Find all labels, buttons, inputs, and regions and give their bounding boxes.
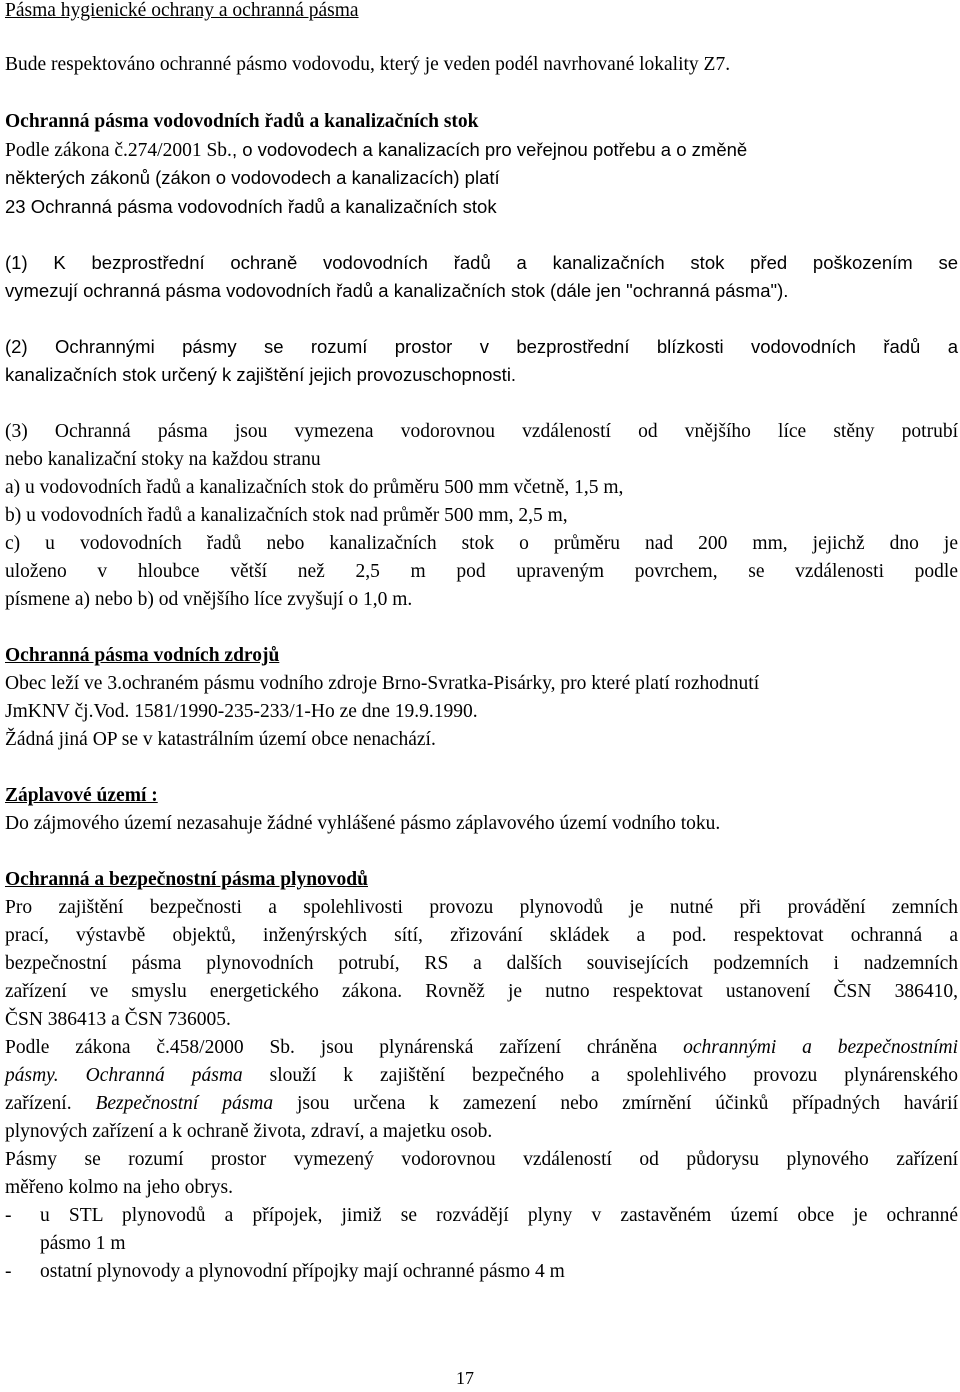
bullet2-line1: ostatní plynovody a plynovodní přípojky mají ochranné pásmo 4 m: [40, 1261, 565, 1282]
sources-line2: JmKNV čj.Vod. 1581/1990-235-233/1-Ho ze dne 19.9.1990.: [5, 701, 478, 722]
para3-item-c-line3: písmene a) nebo b) od vnějšího líce zvyšují o 1,0 m.: [5, 589, 413, 610]
gas-line5: ČSN 386413 a ČSN 736005.: [5, 1009, 231, 1030]
sources-line1: Obec leží ve 3.ochraném pásmu vodního zdroje Brno-Svratka-Pisárky, pro které platí rozhodnutí: [5, 673, 760, 694]
gas-line7-text: slouží k zajištění bezpečného a spolehlivého provozu plynárenského: [242, 1065, 959, 1086]
law-line-1: [5, 136, 958, 165]
gas-line7-space: [59, 1065, 86, 1086]
gas-line3: bezpečnostní pásma plynovodních potrubí, RS a dalších souvisejících podzemních i nadzemních: [5, 953, 958, 974]
heading-hygiene: Pásma hygienické ochrany a ochranná pásma: [5, 0, 359, 21]
law-line-3: 23 Ochranná pásma vodovodních řadů a kanalizačních stok: [5, 196, 497, 217]
para1-line2: vymezují ochranná pásma vodovodních řadů a kanalizačních stok (dále jen "ochranná pásma").: [5, 280, 789, 301]
gas-line2: prací, výstavbě objektů, inženýrských sítí, zřizování skládek a pod. respektovat ochranná a: [5, 925, 958, 946]
heading-flood-area: Záplavové území :: [5, 785, 158, 806]
gas-line11: měřeno kolmo na jeho obrys.: [5, 1177, 233, 1198]
bullet1-dash: -: [5, 1205, 12, 1226]
gas-line8-text1: zařízení.: [5, 1093, 96, 1114]
law-line-2: některých zákonů (zákon o vodovodech a kanalizacích) platí: [5, 167, 500, 188]
para2-line1: (2) Ochrannými pásmy se rozumí prostor v bezprostřední blízkosti vodovodních řadů a: [5, 336, 958, 357]
gas-line10: Pásmy se rozumí prostor vymezený vodorovnou vzdáleností od půdorysu plynového zařízení: [5, 1149, 958, 1170]
para3-item-c-line2: uloženo v hloubce větší než 2,5 m pod upraveným povrchem, se vzdálenosti podle: [5, 561, 958, 582]
gas-line6-italic: ochrannými a bezpečnostními: [683, 1037, 958, 1058]
bullet2-dash: -: [5, 1261, 12, 1282]
heading-gas-zones: Ochranná a bezpečnostní pásma plynovodů: [5, 869, 368, 890]
para3-line1: (3) Ochranná pásma jsou vymezena vodorovnou vzdáleností od vnějšího líce stěny potrubí: [5, 421, 958, 442]
para1-line1: (1) K bezprostřední ochraně vodovodních řadů a kanalizačních stok před poškozením se: [5, 252, 958, 273]
line-z7: Bude respektováno ochranné pásmo vodovodu, který je veden podél navrhované lokality Z7.: [5, 54, 731, 75]
gas-line1: Pro zajištění bezpečnosti a spolehlivosti provozu plynovodů je nutné při provádění zemních: [5, 897, 958, 918]
para3-item-b: b) u vodovodních řadů a kanalizačních stok nad průměr 500 mm, 2,5 m,: [5, 505, 568, 526]
gas-line7: [5, 1062, 958, 1090]
para2-line2: kanalizačních stok určený k zajištění jejich provozuschopnosti.: [5, 364, 517, 385]
gas-line7-italic1: pásmy.: [5, 1065, 59, 1086]
sources-line3: Žádná jiná OP se v katastrálním území obce nenachází.: [5, 729, 436, 750]
law-title-part: , o vodovodech a kanalizacích pro veřejnou potřebu a o změně: [231, 139, 748, 160]
gas-line8: [5, 1090, 958, 1118]
gas-line6-text: Podle zákona č.458/2000 Sb. jsou plynárenská zařízení chráněna: [5, 1037, 684, 1058]
para3-line2: nebo kanalizační stoky na každou stranu: [5, 449, 321, 470]
para3-item-c-line1: c) u vodovodních řadů nebo kanalizačních stok o průměru nad 200 mm, jejichž dno je: [5, 533, 958, 554]
heading-water-pipes: Ochranná pásma vodovodních řadů a kanalizačních stok: [5, 111, 479, 132]
gas-line9: plynových zařízení a k ochraně života, zdraví, a majetku osob.: [5, 1121, 493, 1142]
para3-item-a: a) u vodovodních řadů a kanalizačních stok do průměru 500 mm včetně, 1,5 m,: [5, 477, 624, 498]
page-number: 17: [456, 1368, 474, 1388]
heading-water-sources: Ochranná pásma vodních zdrojů: [5, 645, 280, 666]
gas-line7-italic2: Ochranná pásma: [85, 1065, 243, 1086]
law-reference: Podle zákona č.274/2001 Sb.: [5, 140, 232, 161]
bullet1-line2: pásmo 1 m: [40, 1233, 126, 1254]
gas-line4: zařízení ve smyslu energetického zákona. Rovněž je nutno respektovat ustanovení ČSN 386410,: [5, 981, 958, 1002]
gas-line8-text2: jsou určena k zamezení nebo zmírnění účinků případných havárií: [273, 1093, 958, 1114]
flood-line1: Do zájmového území nezasahuje žádné vyhlášené pásmo záplavového území vodního toku.: [5, 813, 721, 834]
bullet1-line1: u STL plynovodů a přípojek, jimiž se rozvádějí plyny v zastavěném území obce je ochranné: [40, 1205, 958, 1226]
gas-line6: [5, 1034, 958, 1062]
gas-line8-italic: Bezpečnostní pásma: [95, 1093, 274, 1114]
